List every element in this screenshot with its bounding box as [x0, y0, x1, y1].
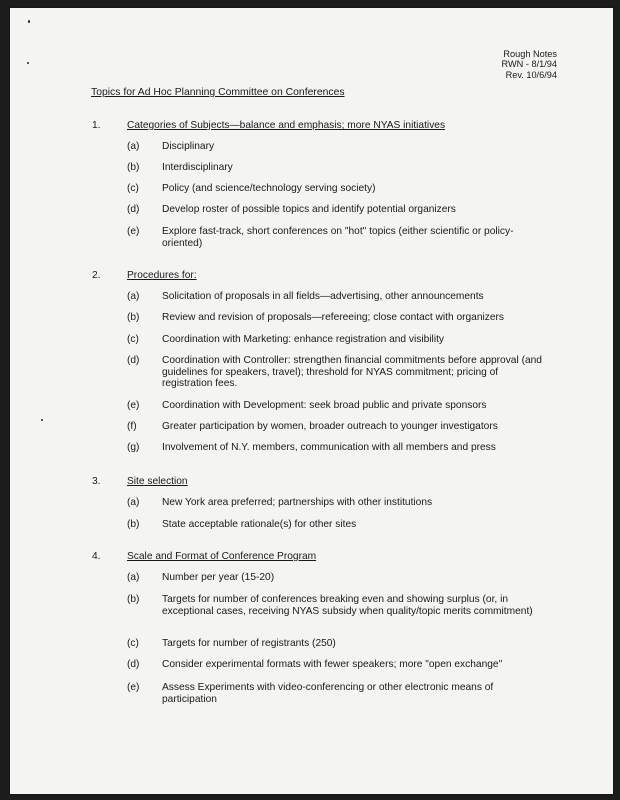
- item-label: (c): [127, 334, 139, 345]
- section-title: Procedures for:: [127, 270, 197, 281]
- item-text: Consider experimental formats with fewer speakers; more "open exchange": [162, 659, 503, 670]
- paper-speck: [28, 20, 30, 23]
- section-title: Categories of Subjects—balance and emphasis; more NYAS initiatives: [127, 120, 446, 131]
- item-text: Assess Experiments with video-conferencing or other electronic means of participation: [162, 682, 494, 705]
- item-label: (b): [127, 312, 140, 323]
- item-label: (e): [127, 682, 140, 693]
- header-notes: [502, 49, 557, 80]
- item-text: Coordination with Marketing: enhance registration and visibility: [162, 334, 445, 345]
- item-text: Targets for number of registrants (250): [162, 638, 336, 649]
- item-text: Solicitation of proposals in all fields—advertising, other announcements: [162, 291, 484, 302]
- header-note-line: Rough Notes: [503, 49, 557, 59]
- item-label: (e): [127, 400, 140, 411]
- item-text: Coordination with Development: seek broad public and private sponsors: [162, 400, 487, 411]
- item-text: Coordination with Controller: strengthen financial commitments before approval (and guidelines for speakers, travel); threshold for NYAS commitment; pricing of registration fees.: [162, 355, 542, 390]
- item-text: Policy (and science/technology serving society): [162, 183, 376, 194]
- item-label: (a): [127, 572, 140, 583]
- item-label: (c): [127, 638, 139, 649]
- item-text: New York area preferred; partnerships with other institutions: [162, 497, 433, 508]
- header-note-line: RWN - 8/1/94: [501, 59, 557, 70]
- section-number: 1.: [92, 120, 101, 131]
- item-label: (b): [127, 519, 140, 530]
- section-number: 3.: [92, 476, 101, 487]
- section-title: Scale and Format of Conference Program: [127, 551, 317, 562]
- item-text: Review and revision of proposals—refereeing; close contact with organizers: [162, 312, 505, 323]
- document-title: Topics for Ad Hoc Planning Committee on Conferences: [91, 87, 345, 98]
- item-text: Explore fast-track, short conferences on "hot" topics (either scientific or policy-oriented): [162, 226, 514, 249]
- section-title: Site selection: [127, 476, 188, 487]
- item-text: Disciplinary: [162, 141, 215, 152]
- item-label: (b): [127, 162, 140, 173]
- item-label: (f): [127, 421, 137, 432]
- item-text: Greater participation by women, broader outreach to younger investigators: [162, 421, 498, 432]
- item-text: State acceptable rationale(s) for other sites: [162, 519, 357, 530]
- item-label: (g): [127, 442, 140, 453]
- item-label: (c): [127, 183, 139, 194]
- item-label: (d): [127, 659, 140, 670]
- item-label: (a): [127, 141, 140, 152]
- item-label: (b): [127, 594, 140, 605]
- item-label: (d): [127, 204, 140, 215]
- item-text: Targets for number of conferences breaking even and showing surplus (or, in exceptional cases, receiving NYAS subsidy when quality/topic merits commitment): [162, 594, 533, 617]
- item-label: (a): [127, 497, 140, 508]
- section-number: 4.: [92, 551, 101, 562]
- item-label: (e): [127, 226, 140, 237]
- item-text: Number per year (15-20): [162, 572, 275, 583]
- section-number: 2.: [92, 270, 101, 281]
- item-text: Interdisciplinary: [162, 162, 233, 173]
- item-label: (a): [127, 291, 140, 302]
- item-text: Develop roster of possible topics and identify potential organizers: [162, 204, 456, 215]
- paper-speck: [27, 62, 29, 64]
- document-page: [10, 8, 613, 794]
- item-text: Involvement of N.Y. members, communication with all members and press: [162, 442, 496, 453]
- paper-speck: [41, 419, 43, 421]
- header-note-line: Rev. 10/6/94: [505, 69, 557, 80]
- item-label: (d): [127, 355, 140, 366]
